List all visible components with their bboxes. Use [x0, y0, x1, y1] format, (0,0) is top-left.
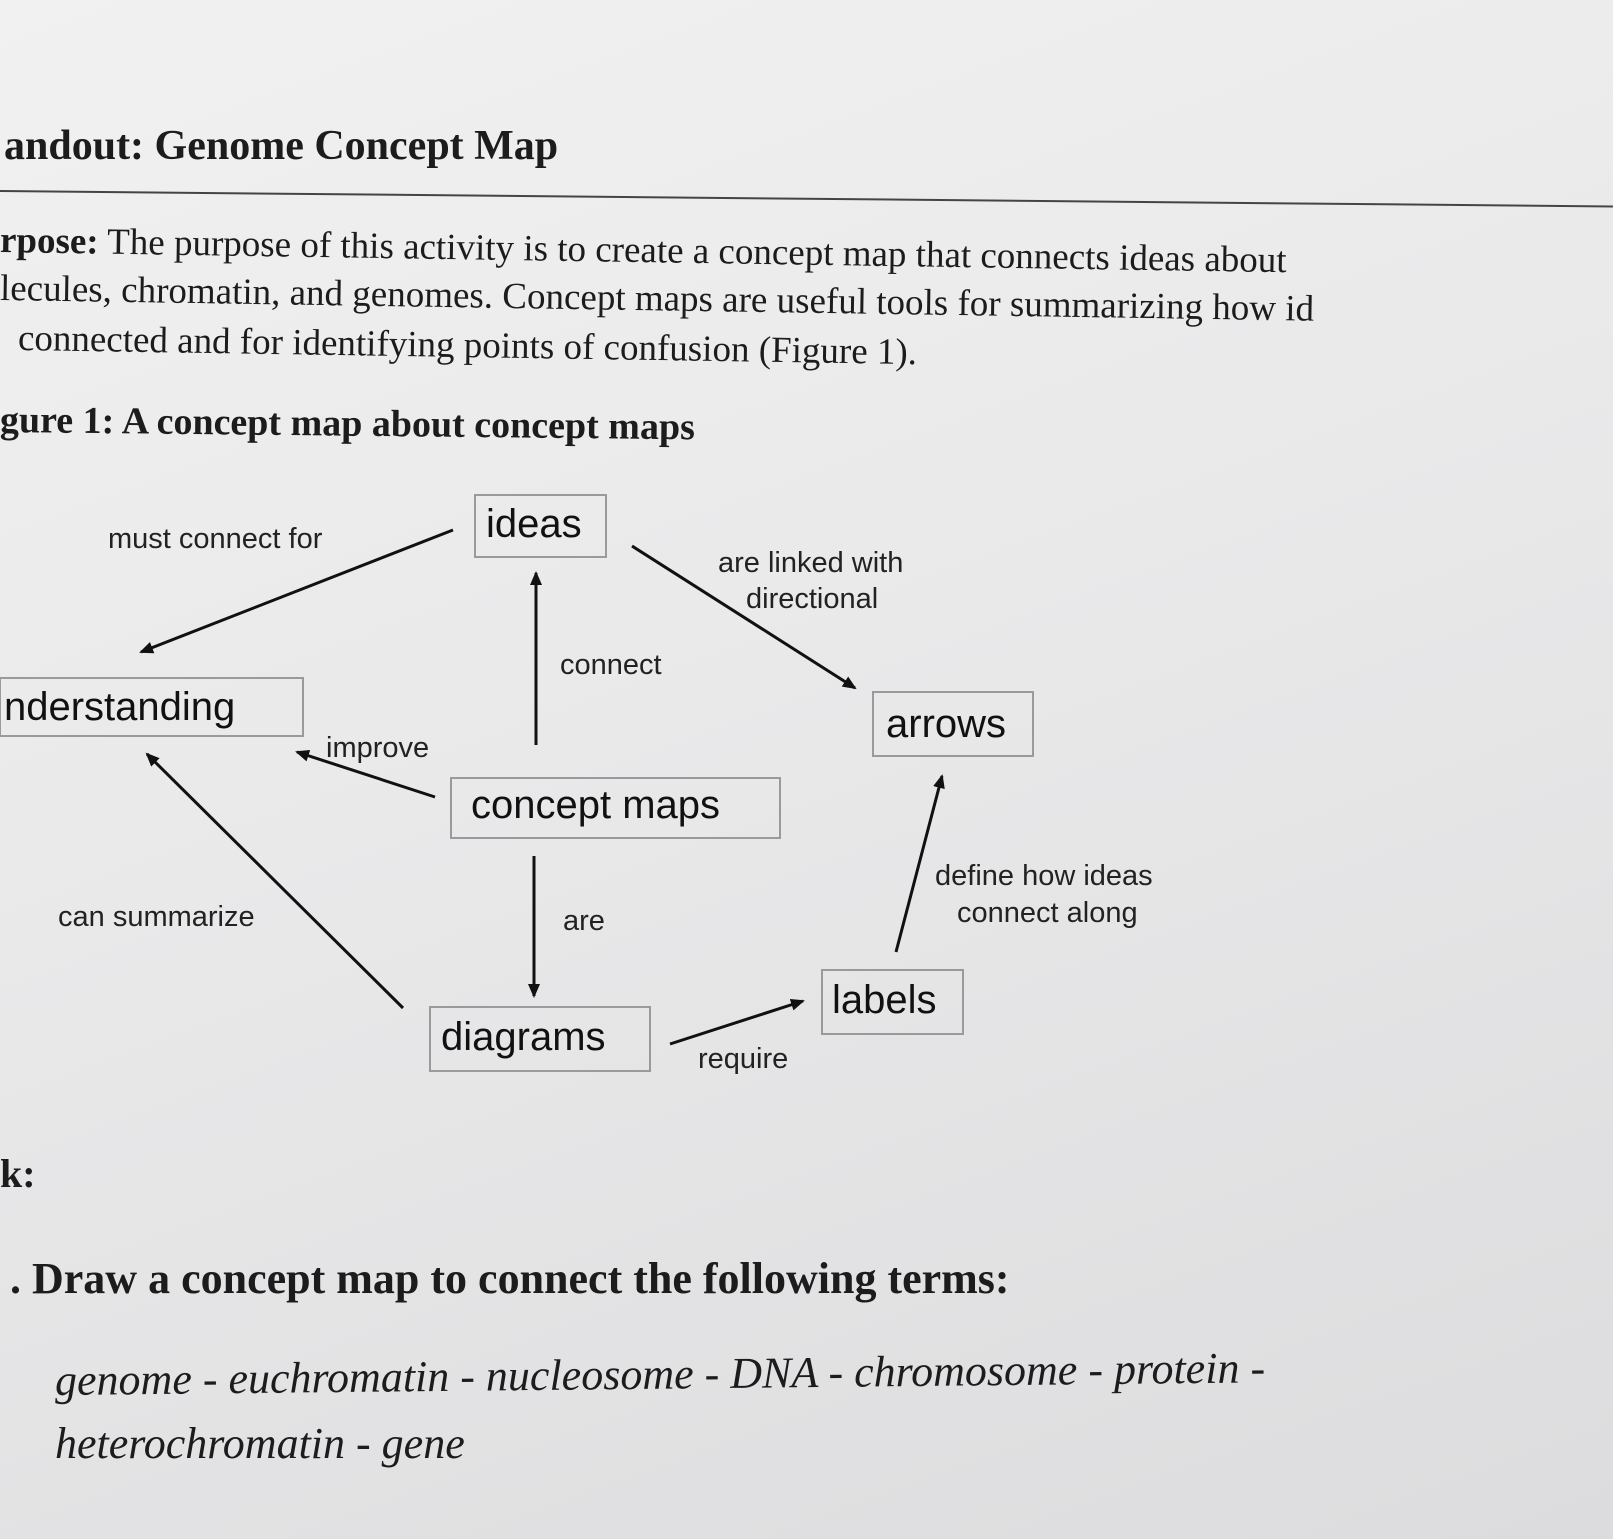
- node-arrows: arrows: [886, 702, 1007, 746]
- link-must-connect-for: must connect for: [108, 523, 323, 555]
- task-label: k:: [0, 1151, 36, 1196]
- node-understanding: nderstanding: [4, 685, 236, 729]
- figure-caption: gure 1: A concept map about concept maps: [0, 399, 696, 449]
- link-require: require: [698, 1043, 789, 1075]
- edge-diagrams-understanding: [147, 754, 403, 1008]
- handout-title: andout: Genome Concept Map: [4, 123, 559, 169]
- link-connect: connect: [560, 649, 662, 681]
- purpose-text-1: The purpose of this activity is to create a concept map that connects ideas about: [106, 221, 1287, 282]
- purpose-label: rpose:: [0, 220, 99, 263]
- terms-line-1: genome - euchromatin - nucleosome - DNA - chromosome - protein -: [54, 1343, 1266, 1405]
- purpose-line-3: connected and for identifying points of confusion (Figure 1).: [17, 318, 918, 374]
- node-concept-maps: concept maps: [471, 783, 721, 827]
- link-directional: directional: [746, 583, 879, 615]
- link-are: are: [563, 905, 605, 937]
- node-diagrams: diagrams: [441, 1015, 606, 1059]
- node-ideas: ideas: [486, 502, 582, 546]
- node-labels: labels: [832, 978, 937, 1022]
- link-define-how-ideas: define how ideas: [935, 860, 1153, 892]
- purpose-line-2: lecules, chromatin, and genomes. Concept maps are useful tools for summarizing how id: [0, 268, 1315, 330]
- edge-diagrams-labels: [670, 1001, 803, 1044]
- link-improve: improve: [326, 732, 430, 764]
- link-connect-along: connect along: [957, 897, 1138, 929]
- task-instruction: . Draw a concept map to connect the following terms:: [10, 1254, 1010, 1303]
- terms-line-2: heterochromatin - gene: [55, 1419, 465, 1468]
- link-can-summarize: can summarize: [58, 901, 255, 933]
- link-are-linked-with: are linked with: [718, 547, 904, 579]
